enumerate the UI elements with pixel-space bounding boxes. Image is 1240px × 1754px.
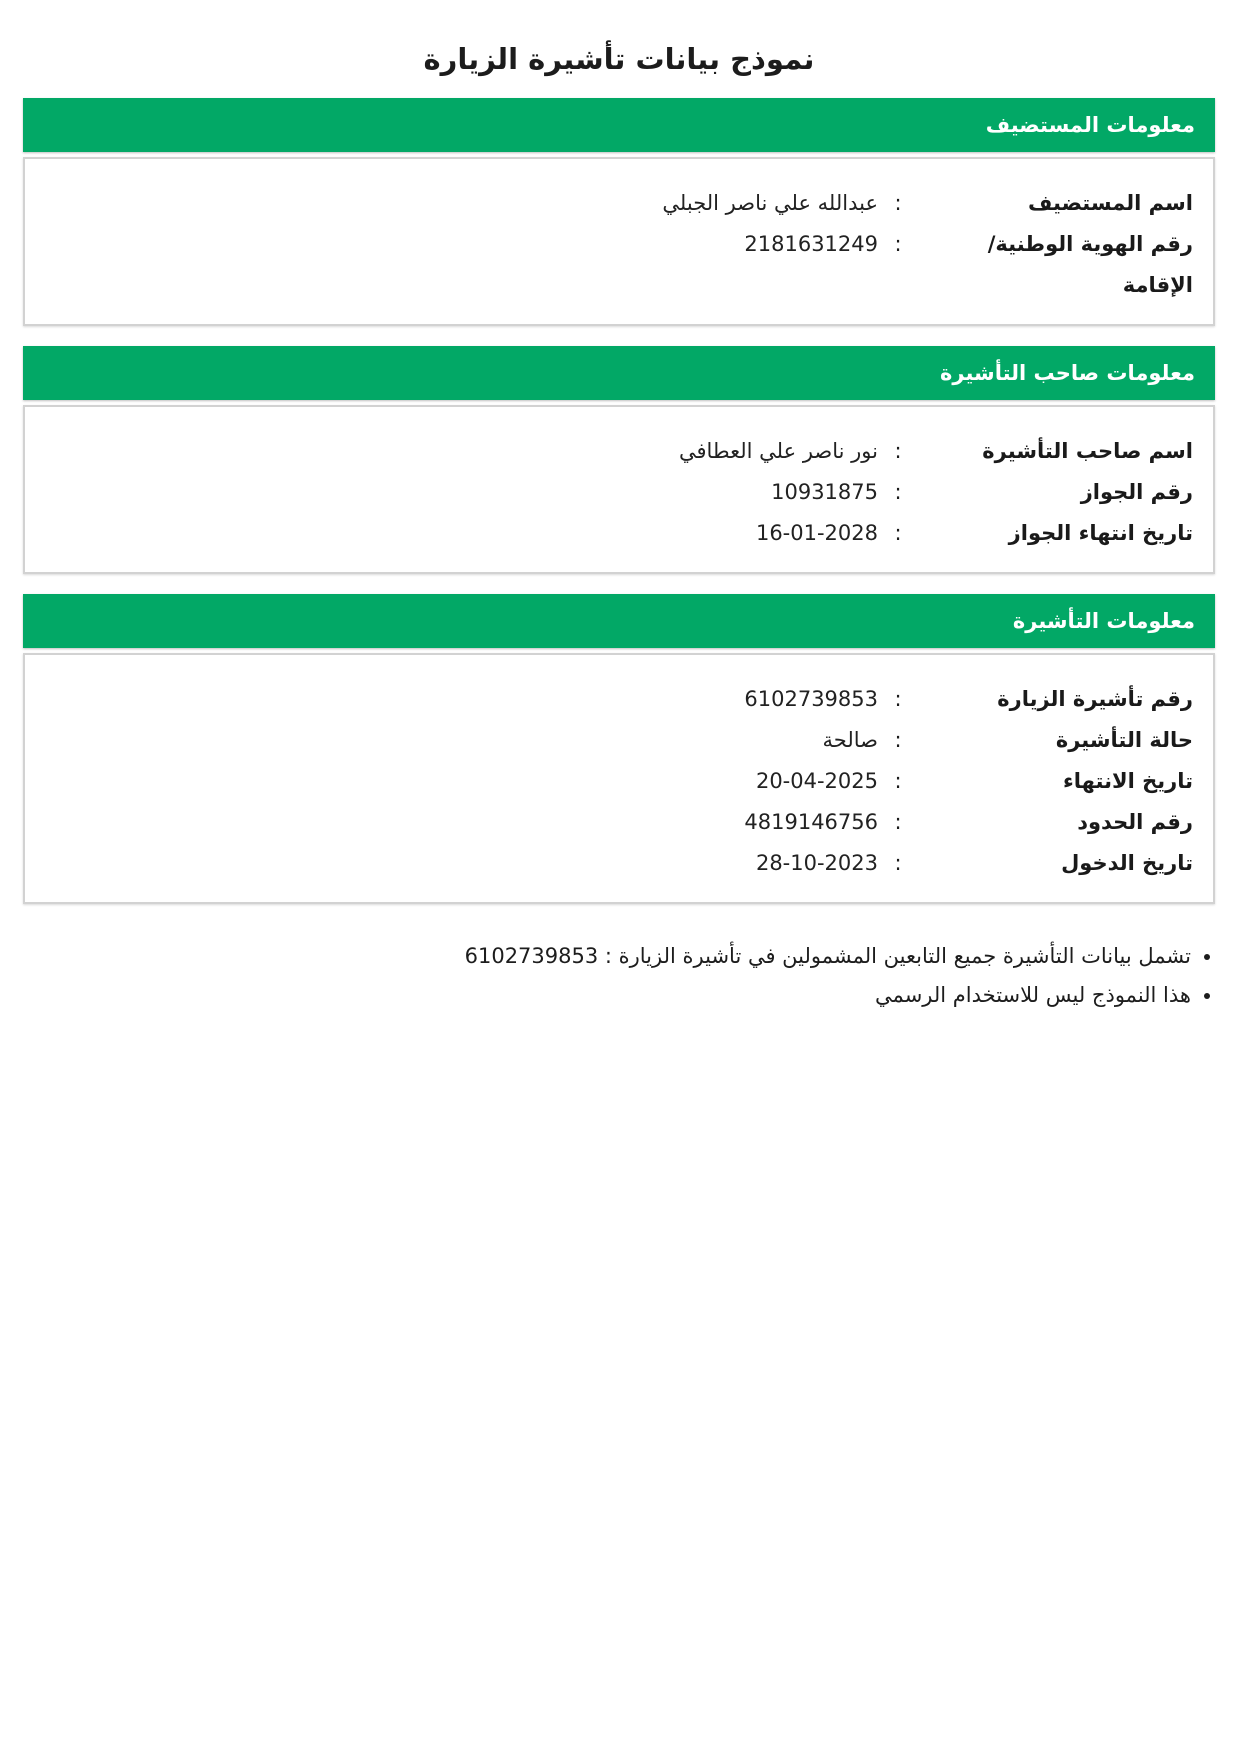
field-label: رقم تأشيرة الزيارة (997, 687, 1193, 711)
field-colon: : (894, 480, 902, 504)
field-row-passport-number (25, 472, 1213, 513)
section-host-body (23, 157, 1215, 326)
visa-form-page (23, 0, 1215, 1014)
field-row-host-name (25, 183, 1213, 224)
section-visa-holder-body (23, 405, 1215, 574)
notes-list (23, 938, 1215, 1014)
field-value: صالحة (822, 728, 878, 752)
field-row-visa-expiry (25, 761, 1213, 802)
field-row-national-id (25, 224, 1213, 306)
section-visa-holder-info (23, 346, 1215, 574)
field-colon: : (894, 191, 902, 215)
field-value: 16-01-2028 (755, 521, 878, 545)
field-label: اسم صاحب التأشيرة (982, 439, 1193, 463)
field-row-visa-number (25, 679, 1213, 720)
field-colon: : (894, 810, 902, 834)
page-title: نموذج بيانات تأشيرة الزيارة (423, 42, 815, 76)
section-host-info (23, 98, 1215, 326)
field-label: رقم الحدود (1077, 810, 1193, 834)
field-row-visa-status (25, 720, 1213, 761)
field-value: 4819146756 (744, 810, 878, 834)
section-visa-body (23, 653, 1215, 904)
section-host-header: معلومات المستضيف (23, 98, 1215, 152)
field-value: 10931875 (771, 480, 878, 504)
field-colon: : (894, 521, 902, 545)
field-label: تاريخ انتهاء الجواز (1008, 521, 1193, 545)
section-visa-header: معلومات التأشيرة (23, 594, 1215, 648)
field-colon: : (894, 687, 902, 711)
field-row-passport-expiry (25, 513, 1213, 554)
field-colon: : (894, 439, 902, 463)
field-value: 20-04-2025 (755, 769, 878, 793)
field-label: رقم الجواز (1080, 480, 1193, 504)
section-visa-info (23, 594, 1215, 904)
field-label: تاريخ الانتهاء (1063, 769, 1193, 793)
field-row-entry-date (25, 843, 1213, 884)
field-row-holder-name (25, 431, 1213, 472)
section-visa-holder-header: معلومات صاحب التأشيرة (23, 346, 1215, 400)
field-value: 28-10-2023 (755, 851, 878, 875)
field-label: اسم المستضيف (1027, 191, 1193, 215)
field-colon: : (894, 851, 902, 875)
field-value: 6102739853 (744, 687, 878, 711)
note-item-dependents: • تشمل بيانات التأشيرة جميع التابعين المشمولين في تأشيرة الزيارة : 6102739853 (23, 938, 1191, 975)
field-label: تاريخ الدخول (1061, 851, 1193, 875)
field-row-border-number (25, 802, 1213, 843)
field-colon: : (894, 232, 902, 256)
field-colon: : (894, 769, 902, 793)
note-item-not-official: • هذا النموذج ليس للاستخدام الرسمي (23, 977, 1191, 1014)
field-value: عبدالله علي ناصر الجبلي (662, 191, 878, 215)
field-value: نور ناصر علي العطافي (678, 439, 878, 463)
field-label: حالة التأشيرة (1055, 728, 1193, 752)
field-label: رقم الهوية الوطنية/الإقامة (987, 232, 1193, 297)
field-value: 2181631249 (744, 232, 878, 256)
field-colon: : (894, 728, 902, 752)
